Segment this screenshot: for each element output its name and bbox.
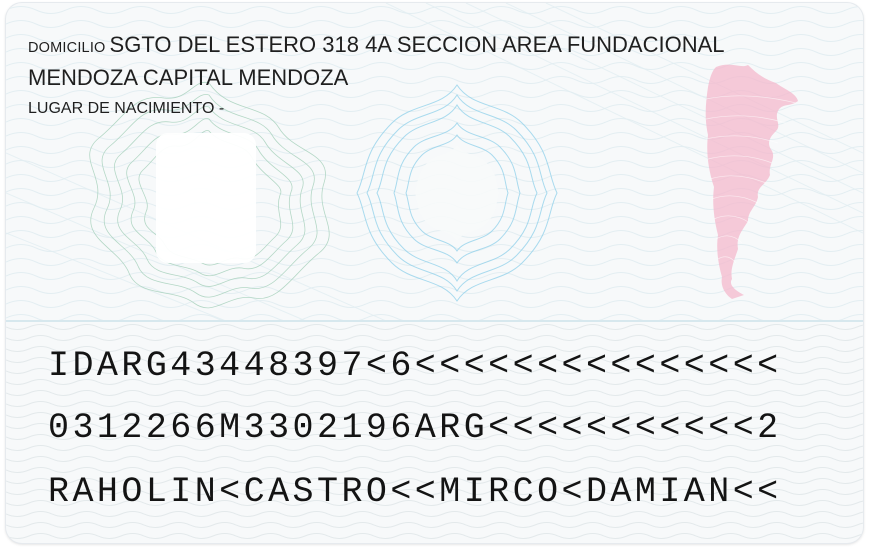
mrz-line-2: 0312266M3302196ARG<<<<<<<<<<<2 bbox=[48, 408, 782, 448]
mrz-line-3: RAHOLIN<CASTRO<<MIRCO<DAMIAN<< bbox=[48, 472, 782, 512]
address-label: DOMICILIO bbox=[28, 40, 106, 56]
blue-ornament-icon bbox=[352, 83, 562, 303]
address-value-line2: MENDOZA CAPITAL MENDOZA bbox=[28, 65, 349, 90]
address-line-1 bbox=[28, 30, 848, 63]
mrz-line-1: IDARG43448397<6<<<<<<<<<<<<<<< bbox=[48, 346, 782, 386]
address-block bbox=[28, 30, 848, 93]
birthplace-row bbox=[28, 100, 224, 118]
argentina-map-icon bbox=[686, 59, 806, 304]
address-value-line1: SGTO DEL ESTERO 318 4A SECCION AREA FUNDACIONAL bbox=[109, 32, 725, 57]
id-card-back bbox=[6, 3, 863, 543]
birthplace-label: LUGAR DE NACIMIENTO bbox=[28, 100, 215, 117]
birthplace-value: - bbox=[218, 100, 225, 117]
section-divider bbox=[6, 320, 863, 322]
